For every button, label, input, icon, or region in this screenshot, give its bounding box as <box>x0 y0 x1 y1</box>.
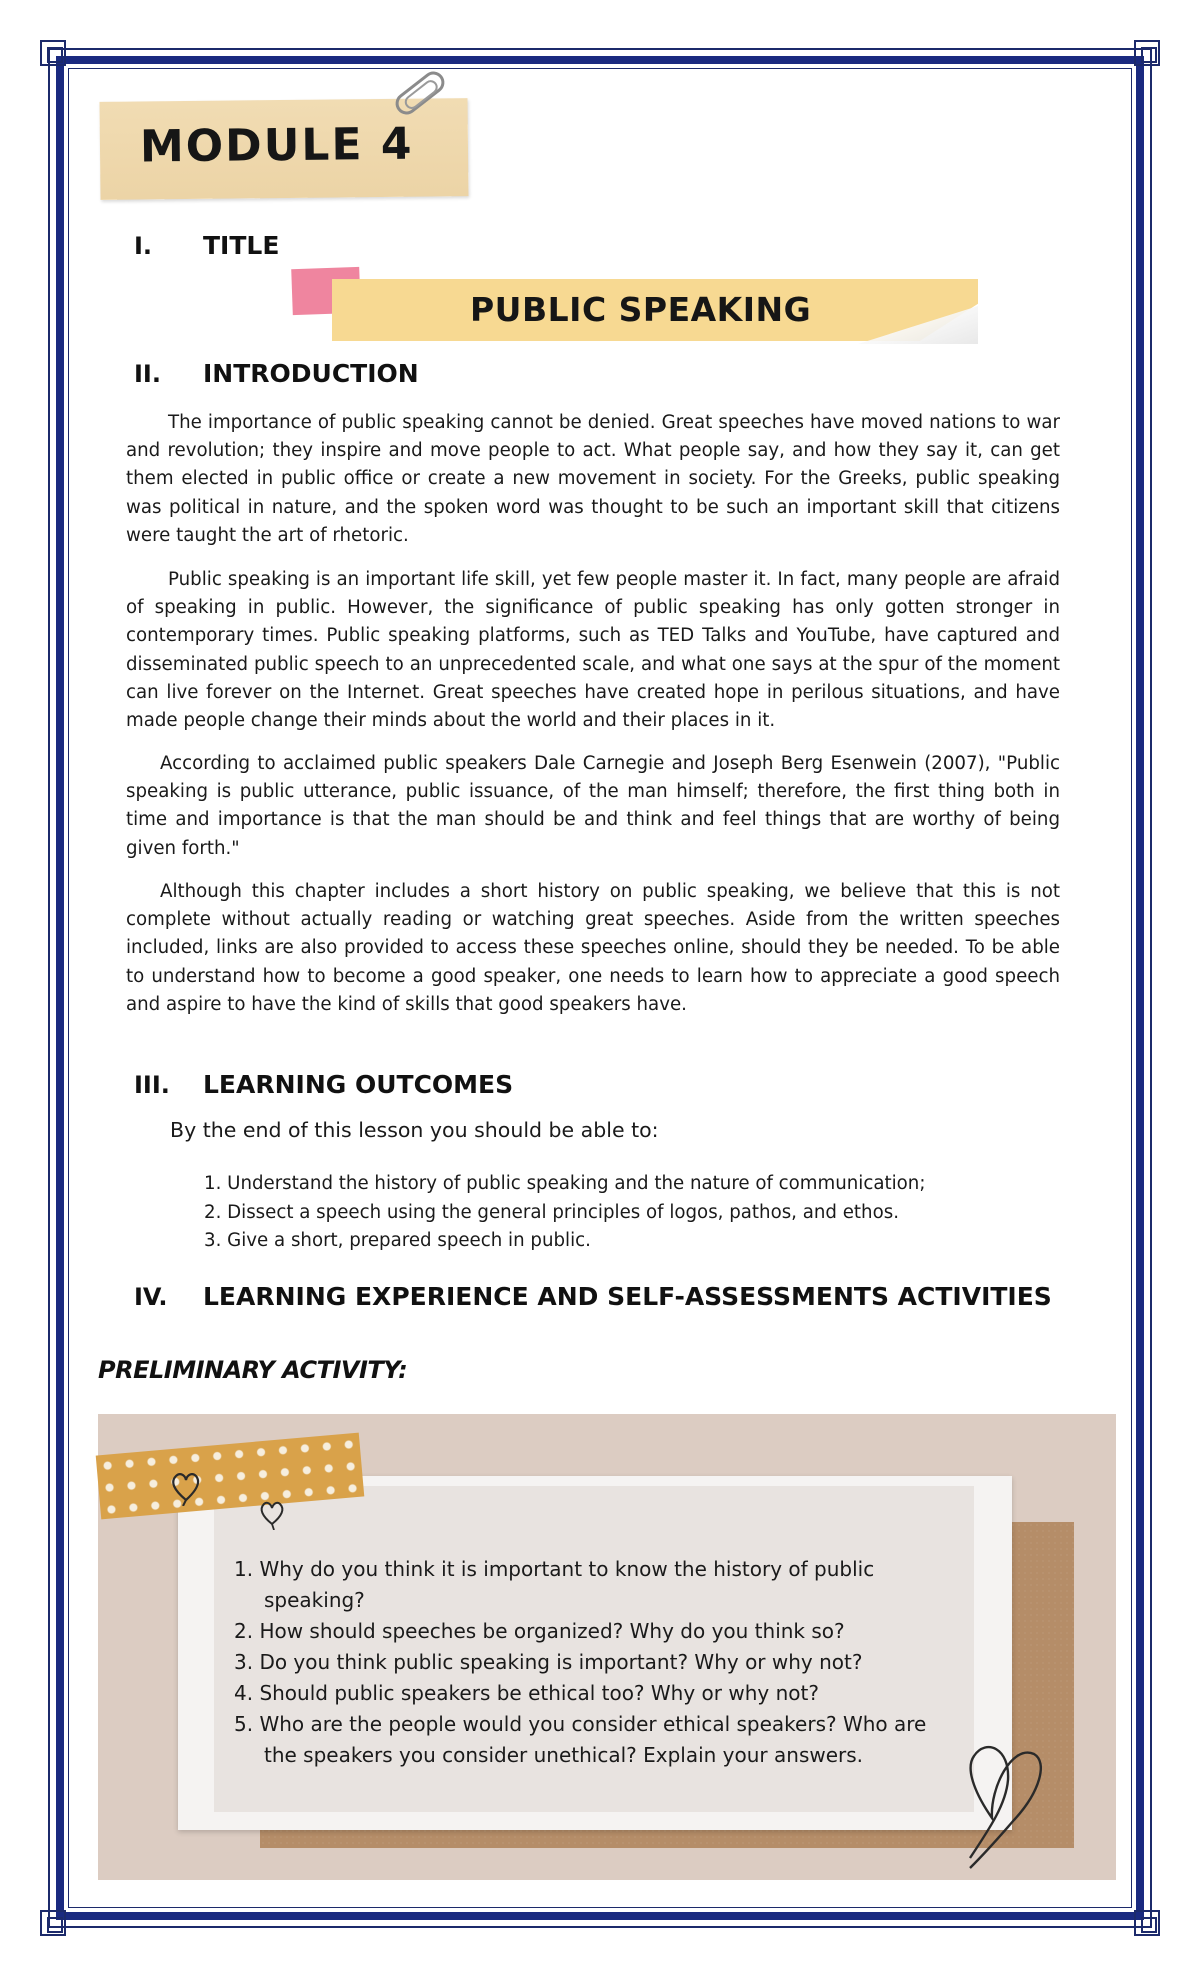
list-item: 1. Understand the history of public speaking and the nature of communication; <box>204 1173 926 1194</box>
preliminary-activity-heading: PRELIMINARY ACTIVITY: <box>98 1356 408 1384</box>
list-item: 2. Dissect a speech using the general principles of logos, pathos, and ethos. <box>204 1201 899 1223</box>
question-item: 2. How should speeches be organized? Why do you think so? <box>234 1619 845 1643</box>
question-item: 5. Who are the people would you consider ethical speakers? Who are the speakers you consider unethical? Explain your answers. <box>234 1712 927 1767</box>
section-numeral-introduction: II. <box>134 360 161 388</box>
module-note <box>99 98 468 200</box>
lesson-title: PUBLIC SPEAKING <box>470 290 812 329</box>
intro-paragraph: According to acclaimed public speakers Dale Carnegie and Joseph Berg Esenwein (2007), "Public speaking is public utterance, public issuance, of the man himself; therefore, the first thing both in time and importance is that the man should be and think and feel things that are worthy of being given forth." <box>126 753 1060 859</box>
module-title: MODULE 4 <box>139 118 414 173</box>
outcomes-list <box>204 1170 925 1256</box>
list-item: 3. Give a short, prepared speech in public. <box>204 1230 591 1251</box>
heart-doodle-icon <box>168 1466 204 1506</box>
corner-ornament-top-right <box>1134 40 1160 66</box>
question-item: 3. Do you think public speaking is important? Why or why not? <box>234 1650 863 1674</box>
heart-loop-doodle-icon <box>930 1708 1050 1880</box>
section-numeral-experience: IV. <box>134 1283 168 1311</box>
section-numeral-outcomes: III. <box>134 1071 170 1099</box>
section-heading-introduction: INTRODUCTION <box>203 359 419 388</box>
section-heading-outcomes: LEARNING OUTCOMES <box>203 1070 514 1099</box>
section-heading-title: TITLE <box>203 231 280 260</box>
corner-ornament-top-left <box>40 40 66 66</box>
corner-ornament-bottom-right <box>1134 1910 1160 1936</box>
corner-ornament-bottom-left <box>40 1910 66 1936</box>
heart-doodle-icon <box>256 1496 288 1530</box>
section-heading-experience: LEARNING EXPERIENCE AND SELF-ASSESSMENTS ACTIVITIES <box>203 1282 1052 1311</box>
outcomes-lead: By the end of this lesson you should be able to: <box>170 1118 659 1142</box>
intro-paragraph: The importance of public speaking cannot be denied. Great speeches have moved nations to war and revolution; they inspire and move people to act. What people say, and how they say it, can get them elected in public office or create a new movement in society. For the Greeks, public speaking was political in nature, and the spoken word was thought to be such an important skill that citizens were taught the art of rhetoric. <box>126 412 1060 546</box>
intro-paragraph: Although this chapter includes a short history on public speaking, we believe that this is not complete without actually reading or watching great speeches. Aside from the written speeches included, links are also provided to access these speeches online, should they be needed. To be able to understand how to become a good speaker, one needs to learn how to appreciate a good speech and aspire to have the kind of skills that good speakers have. <box>126 881 1060 1015</box>
intro-paragraph: Public speaking is an important life skill, yet few people master it. In fact, many people are afraid of speaking in public. However, the significance of public speaking has only gotten stronger in contemporary times. Public speaking platforms, such as TED Talks and YouTube, have captured and disseminated public speech to an unprecedented scale, and what one says at the spur of the moment can live forever on the Internet. Great speeches have created hope in perilous situations, and have made people change their minds about the world and their places in it. <box>126 569 1060 732</box>
question-item: 1. Why do you think it is important to know the history of public speaking? <box>234 1557 875 1612</box>
question-item: 4. Should public speakers be ethical too? Why or why not? <box>234 1681 819 1705</box>
section-numeral-title: I. <box>134 232 153 260</box>
activity-questions-list <box>234 1554 934 1771</box>
